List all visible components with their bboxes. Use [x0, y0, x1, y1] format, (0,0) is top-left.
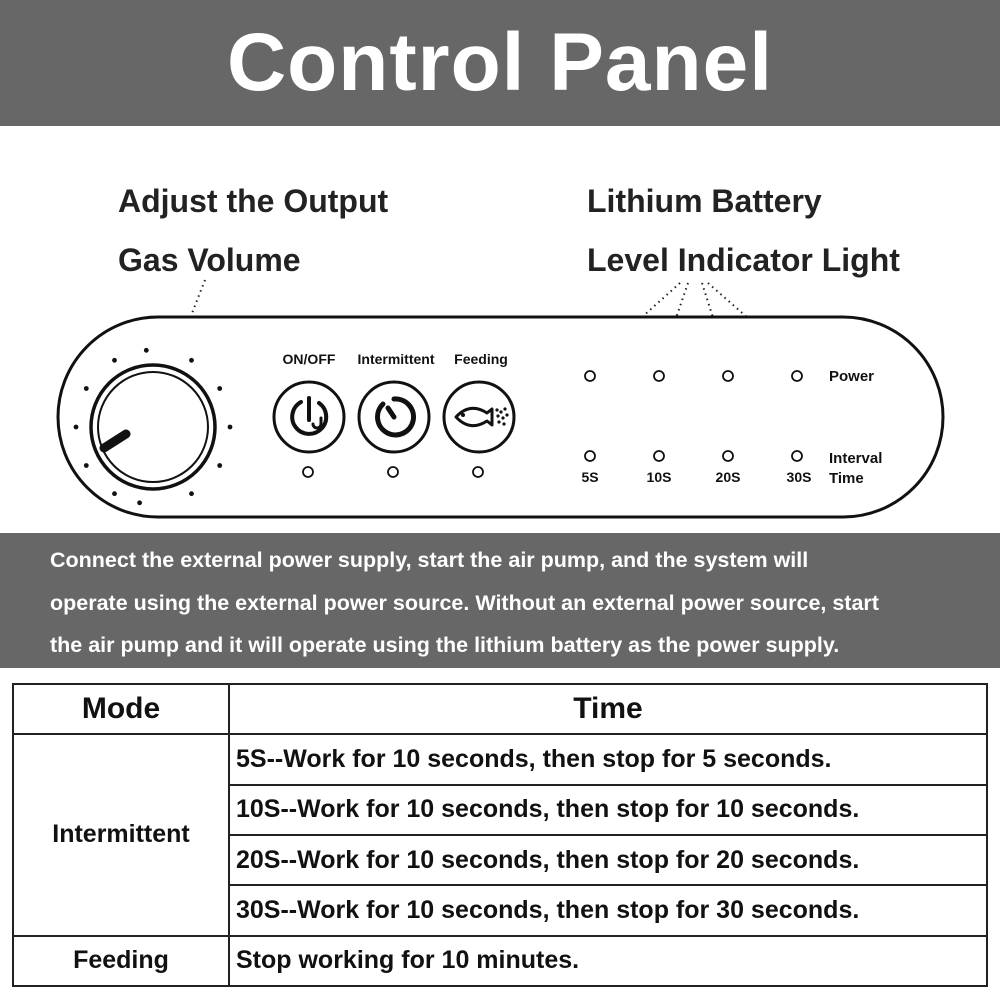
dial-dot — [74, 425, 79, 430]
dial-dot — [112, 358, 117, 363]
feeding-label: Feeding — [454, 351, 508, 367]
table-row — [13, 734, 987, 784]
onoff-button[interactable] — [274, 351, 344, 452]
table-row — [13, 936, 987, 986]
battery-label-line1: Lithium Battery — [587, 183, 822, 219]
page-title: Control Panel — [226, 17, 774, 108]
intermittent-label: Intermittent — [357, 351, 435, 367]
info-banner — [0, 533, 1000, 668]
dial-dot — [112, 491, 117, 496]
dial-dot — [217, 386, 222, 391]
feeding-time-cell: Stop working for 10 minutes. — [229, 936, 987, 986]
dial-dot — [217, 463, 222, 468]
info-line-3: the air pump and it will operate using the lithium battery as the power supply. — [50, 633, 840, 657]
gas-volume-label-line2: Gas Volume — [118, 242, 301, 278]
interval-label-30s: 30S — [786, 469, 812, 485]
battery-led-1 — [585, 371, 595, 381]
dial-dot — [189, 358, 194, 363]
info-line-1: Connect the external power supply, start the air pump, and the system will — [50, 548, 809, 572]
interval-label-line1: Interval — [829, 450, 883, 467]
table-header-row — [13, 684, 987, 734]
feeding-button[interactable] — [444, 351, 514, 452]
dial-dot — [144, 348, 149, 353]
interval-label-20s: 20S — [715, 469, 741, 485]
dial-dot — [84, 463, 89, 468]
knob-inner-ring — [98, 372, 208, 482]
intermittent-button[interactable] — [358, 351, 435, 452]
intermittent-5s-cell: 5S--Work for 10 seconds, then stop for 5 seconds. — [229, 734, 987, 784]
interval-label-10s: 10S — [646, 469, 672, 485]
dial-dot — [228, 425, 233, 430]
interval-led-5s — [585, 451, 595, 461]
mode-column-header: Mode — [13, 684, 229, 734]
dial-dot — [84, 386, 89, 391]
battery-led-3 — [723, 371, 733, 381]
intermittent-20s-cell: 20S--Work for 10 seconds, then stop for 20 seconds. — [229, 835, 987, 885]
onoff-indicator-led — [303, 467, 313, 477]
gas-volume-label-line1: Adjust the Output — [118, 183, 389, 219]
dial-dot — [137, 500, 142, 505]
power-label: Power — [829, 368, 875, 385]
time-column-header: Time — [229, 684, 987, 734]
battery-label-line2: Level Indicator Light — [587, 242, 900, 278]
info-line-2: operate using the external power source. Without an external power source, start — [50, 591, 879, 615]
intermittent-30s-cell: 30S--Work for 10 seconds, then stop for 30 seconds. — [229, 885, 987, 935]
intermittent-mode-cell: Intermittent — [13, 734, 229, 935]
interval-label-line2: Time — [829, 470, 864, 487]
interval-led-20s — [723, 451, 733, 461]
intermittent-indicator-led — [388, 467, 398, 477]
battery-led-2 — [654, 371, 664, 381]
feeding-indicator-led — [473, 467, 483, 477]
onoff-label: ON/OFF — [282, 351, 336, 367]
feeding-mode-cell: Feeding — [13, 936, 229, 986]
dial-dot — [189, 491, 194, 496]
interval-led-30s — [792, 451, 802, 461]
intermittent-10s-cell: 10S--Work for 10 seconds, then stop for 10 seconds. — [229, 785, 987, 835]
interval-led-10s — [654, 451, 664, 461]
battery-led-4 — [792, 371, 802, 381]
interval-label-5s: 5S — [581, 469, 599, 485]
mode-time-table — [12, 683, 988, 987]
